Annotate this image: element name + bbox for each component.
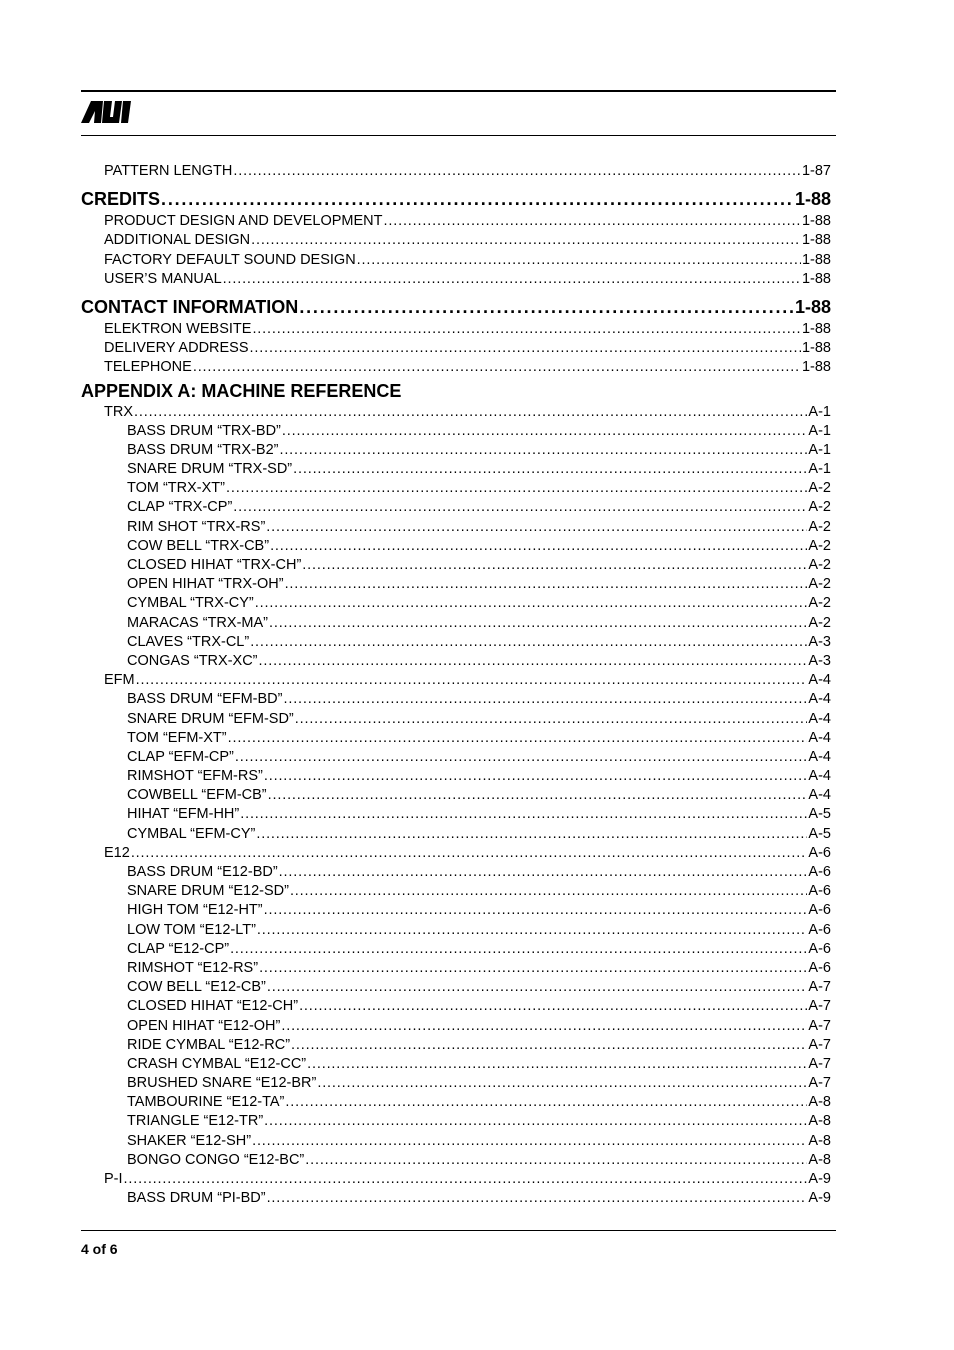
dot-leader [230, 940, 807, 959]
toc-page-number: A-7 [808, 998, 831, 1015]
toc-entry[interactable] [81, 1074, 831, 1093]
toc-page-number: A-6 [808, 921, 831, 938]
toc-label: TELEPHONE [104, 359, 192, 376]
toc-entry[interactable] [81, 339, 831, 358]
footer-rule [81, 1230, 836, 1231]
toc-entry[interactable] [81, 959, 831, 978]
toc-label: RIMSHOT “EFM-RS” [127, 768, 263, 785]
toc-entry[interactable] [81, 1055, 831, 1074]
toc-label: TAMBOURINE “E12-TA” [127, 1094, 285, 1111]
toc-entry[interactable] [81, 1017, 831, 1036]
toc-label: CLAP “E12-CP” [127, 940, 230, 957]
dot-leader [136, 671, 808, 690]
dot-leader [223, 270, 801, 289]
toc-entry[interactable] [81, 767, 831, 786]
toc-label: ADDITIONAL DESIGN [104, 232, 251, 249]
toc-page-number: A-2 [808, 595, 831, 612]
toc-page-number: A-2 [808, 537, 831, 554]
toc-label: HIGH TOM “E12-HT” [127, 902, 263, 919]
dot-leader [281, 1017, 807, 1036]
toc-page-number: A-8 [808, 1113, 831, 1130]
dot-leader [134, 403, 807, 422]
toc-entry[interactable] [81, 978, 831, 997]
toc-label: E12 [104, 844, 130, 861]
toc-label: COW BELL “E12-CB” [127, 979, 266, 996]
toc-page-number: A-6 [808, 864, 831, 880]
dot-leader [384, 212, 801, 231]
dot-leader [255, 594, 808, 613]
toc-label: TOM “EFM-XT” [127, 729, 227, 746]
toc-page-number: A-8 [808, 1132, 831, 1149]
toc-entry[interactable] [81, 186, 831, 212]
toc-label: COWBELL “EFM-CB” [127, 787, 267, 804]
dot-leader [357, 251, 801, 270]
toc-page-number: A-2 [808, 499, 831, 516]
toc-entry[interactable] [81, 1132, 831, 1151]
toc-entry[interactable] [81, 270, 831, 289]
toc-label: HIHAT “EFM-HH” [127, 806, 240, 823]
toc-page-number: A-2 [808, 576, 831, 593]
toc-label: BASS DRUM “EFM-BD” [127, 691, 283, 708]
dot-leader [279, 863, 808, 882]
toc-entry[interactable] [81, 1093, 831, 1112]
toc-entry[interactable] [81, 498, 831, 517]
toc-entry[interactable] [81, 1189, 831, 1208]
dot-leader [257, 921, 808, 940]
toc-page-number: A-7 [808, 1055, 831, 1072]
toc-page-number: A-6 [808, 959, 831, 976]
toc-label: CONTACT INFORMATION [81, 296, 299, 317]
toc-entry[interactable] [81, 231, 831, 250]
toc-page-number: A-6 [808, 902, 831, 919]
dot-leader [299, 294, 794, 320]
toc-page-number: A-7 [808, 1075, 831, 1092]
toc-entry[interactable] [81, 614, 831, 633]
toc-page-number: A-7 [808, 1036, 831, 1053]
toc-page-number: 1-87 [801, 163, 831, 179]
dot-leader [259, 959, 807, 978]
dot-leader [285, 1093, 807, 1112]
toc-entry[interactable] [81, 594, 831, 613]
toc-label: P-I [104, 1171, 123, 1187]
dot-leader [317, 1074, 807, 1093]
dot-leader [307, 1055, 807, 1074]
dot-leader [240, 805, 807, 824]
toc-page-number: A-4 [808, 768, 831, 785]
toc-label: RIM SHOT “TRX-RS” [127, 518, 266, 535]
dot-leader [269, 614, 807, 633]
dot-leader [235, 748, 808, 767]
toc-page-number: A-4 [808, 748, 831, 765]
toc-entry[interactable] [81, 460, 831, 479]
toc-entry[interactable] [81, 997, 831, 1016]
toc-label: RIDE CYMBAL “E12-RC” [127, 1036, 291, 1053]
toc-page-number: A-2 [808, 557, 831, 573]
toc-label: FACTORY DEFAULT SOUND DESIGN [104, 251, 356, 268]
dot-leader [293, 460, 807, 479]
toc-page-number: A-1 [808, 422, 831, 439]
toc-label: ELEKTRON WEBSITE [104, 320, 252, 337]
toc-entry[interactable] [81, 575, 831, 594]
toc-page-number: 1-88 [801, 340, 831, 357]
header-underline [81, 135, 836, 136]
header-rule [81, 90, 836, 92]
toc-page-number: A-5 [808, 806, 831, 823]
toc-page-number: A-4 [808, 672, 831, 689]
dot-leader [226, 479, 807, 498]
toc-entry[interactable] [81, 518, 831, 537]
toc-page-number: 1-88 [801, 232, 831, 249]
dot-leader [264, 767, 808, 786]
toc-entry[interactable] [81, 863, 831, 882]
toc-label: CONGAS “TRX-XC” [127, 652, 258, 669]
dot-leader [256, 825, 807, 844]
toc-page-number: A-9 [808, 1171, 831, 1187]
toc-entry[interactable] [81, 748, 831, 767]
toc-page-number: A-2 [808, 518, 831, 535]
toc-entry[interactable] [81, 294, 831, 320]
toc-label: SHAKER “E12-SH” [127, 1132, 252, 1149]
toc-page-number: A-4 [808, 787, 831, 804]
toc-entry[interactable] [81, 358, 831, 377]
toc-page-number: A-1 [808, 403, 831, 420]
toc-label: CLOSED HIHAT “TRX-CH” [127, 557, 302, 573]
dot-leader [299, 997, 807, 1016]
toc-page-number: A-8 [808, 1094, 831, 1111]
dot-leader [264, 901, 808, 920]
toc-page-number: A-6 [808, 883, 831, 900]
dot-leader [124, 1170, 808, 1189]
dot-leader [161, 186, 794, 212]
toc-page-number: 1-88 [794, 296, 831, 317]
toc-page-number: A-1 [808, 441, 831, 458]
toc-label: OPEN HIHAT “E12-OH” [127, 1017, 281, 1034]
toc-label: CLOSED HIHAT “E12-CH” [127, 998, 299, 1015]
toc-page-number: A-7 [808, 1017, 831, 1034]
toc-entry[interactable] [81, 729, 831, 748]
toc-entry[interactable] [81, 1036, 831, 1055]
dot-leader [131, 844, 808, 863]
toc-entry[interactable] [81, 403, 831, 422]
toc-entry[interactable] [81, 901, 831, 920]
toc-label: SNARE DRUM “EFM-SD” [127, 710, 294, 727]
toc-page-number: A-6 [808, 940, 831, 957]
dot-leader [267, 1189, 808, 1208]
dot-leader [266, 518, 807, 537]
dot-leader [268, 786, 808, 805]
toc-entry[interactable] [81, 921, 831, 940]
toc-page-number: A-2 [808, 614, 831, 631]
toc-label: TRX [104, 403, 133, 420]
toc-entry[interactable] [81, 844, 831, 863]
toc-label: BASS DRUM “TRX-B2” [127, 441, 279, 458]
dot-leader [282, 422, 808, 441]
toc-page-number: 1-88 [794, 189, 831, 210]
dot-leader [283, 690, 807, 709]
toc-entry[interactable] [81, 940, 831, 959]
toc-page-number: A-9 [808, 1190, 831, 1207]
toc-label: OPEN HIHAT “TRX-OH” [127, 576, 284, 593]
toc-entry[interactable] [81, 825, 831, 844]
dot-leader [295, 710, 808, 729]
toc-heading: APPENDIX A: MACHINE REFERENCE [81, 380, 402, 401]
toc-label: DELIVERY ADDRESS [104, 340, 249, 357]
toc-entry[interactable] [81, 633, 831, 652]
dot-leader [291, 1036, 807, 1055]
toc-label: BRUSHED SNARE “E12-BR” [127, 1075, 317, 1092]
dot-leader [302, 556, 807, 575]
toc-page-number: A-8 [808, 1151, 831, 1168]
dot-leader [228, 729, 808, 748]
toc-entry[interactable] [81, 320, 831, 339]
toc-entry[interactable] [81, 652, 831, 671]
dot-leader [252, 320, 801, 339]
toc-label: TRIANGLE “E12-TR” [127, 1113, 264, 1130]
toc-label: LOW TOM “E12-LT” [127, 921, 256, 938]
toc-label: COW BELL “TRX-CB” [127, 537, 270, 554]
toc-entry[interactable] [81, 379, 831, 403]
dot-leader [279, 441, 807, 460]
toc-entry[interactable] [81, 1151, 831, 1170]
dot-leader [270, 537, 807, 556]
toc-entry[interactable] [81, 1170, 831, 1189]
dot-leader [250, 633, 807, 652]
toc-label: PRODUCT DESIGN AND DEVELOPMENT [104, 213, 383, 230]
toc-entry[interactable] [81, 1112, 831, 1131]
toc-label: MARACAS “TRX-MA” [127, 614, 268, 631]
toc-entry[interactable] [81, 422, 831, 441]
table-of-contents [81, 162, 831, 1208]
toc-label: SNARE DRUM “TRX-SD” [127, 461, 293, 478]
dot-leader [233, 498, 807, 517]
toc-label: BASS DRUM “PI-BD” [127, 1190, 266, 1207]
toc-label: CLAP “EFM-CP” [127, 748, 234, 765]
dot-leader [251, 231, 801, 250]
elektron-logo-icon [81, 101, 131, 123]
toc-page-number: A-6 [808, 844, 831, 861]
toc-label: CLAVES “TRX-CL” [127, 633, 250, 650]
toc-page-number: A-4 [808, 729, 831, 746]
dot-leader [193, 358, 801, 377]
toc-entry[interactable] [81, 710, 831, 729]
toc-page-number: A-4 [808, 691, 831, 708]
toc-label: CRASH CYMBAL “E12-CC” [127, 1055, 307, 1072]
toc-page-number: 1-88 [801, 213, 831, 230]
toc-page-number: A-1 [808, 461, 831, 478]
toc-entry[interactable] [81, 479, 831, 498]
toc-page-number: A-7 [808, 979, 831, 996]
toc-entry[interactable] [81, 671, 831, 690]
toc-label: EFM [104, 672, 135, 689]
toc-page-number: 1-88 [801, 359, 831, 376]
toc-label: CREDITS [81, 189, 161, 210]
dot-leader [285, 575, 808, 594]
toc-page-number: A-4 [808, 710, 831, 727]
toc-entry[interactable] [81, 162, 831, 181]
dot-leader [305, 1151, 807, 1170]
toc-entry[interactable] [81, 556, 831, 575]
toc-label: RIMSHOT “E12-RS” [127, 959, 259, 976]
dot-leader [233, 162, 801, 181]
toc-entry[interactable] [81, 690, 831, 709]
toc-entry[interactable] [81, 441, 831, 460]
toc-entry[interactable] [81, 212, 831, 231]
toc-page-number: 1-88 [801, 251, 831, 268]
toc-label: CLAP “TRX-CP” [127, 499, 233, 516]
toc-label: SNARE DRUM “E12-SD” [127, 883, 289, 900]
toc-entry[interactable] [81, 805, 831, 824]
dot-leader [267, 978, 808, 997]
toc-label: CYMBAL “TRX-CY” [127, 595, 254, 612]
toc-label: TOM “TRX-XT” [127, 480, 225, 497]
dot-leader [252, 1132, 807, 1151]
toc-label: PATTERN LENGTH [104, 163, 233, 179]
toc-label: BONGO CONGO “E12-BC” [127, 1151, 305, 1168]
toc-label: CYMBAL “EFM-CY” [127, 825, 256, 842]
toc-page-number: A-5 [808, 825, 831, 842]
dot-leader [250, 339, 801, 358]
toc-entry[interactable] [81, 882, 831, 901]
toc-page-number: 1-88 [801, 270, 831, 287]
toc-page-number: 1-88 [801, 320, 831, 337]
dot-leader [264, 1112, 807, 1131]
toc-label: BASS DRUM “TRX-BD” [127, 422, 281, 439]
page-number: 4 of 6 [81, 1241, 118, 1257]
toc-page-number: A-3 [808, 652, 831, 669]
dot-leader [259, 652, 808, 671]
toc-label: BASS DRUM “E12-BD” [127, 864, 278, 880]
toc-page-number: A-2 [808, 480, 831, 497]
toc-entry[interactable] [81, 537, 831, 556]
toc-page-number: A-3 [808, 633, 831, 650]
toc-label: USER’S MANUAL [104, 270, 222, 287]
toc-entry[interactable] [81, 786, 831, 805]
dot-leader [290, 882, 807, 901]
toc-entry[interactable] [81, 251, 831, 270]
